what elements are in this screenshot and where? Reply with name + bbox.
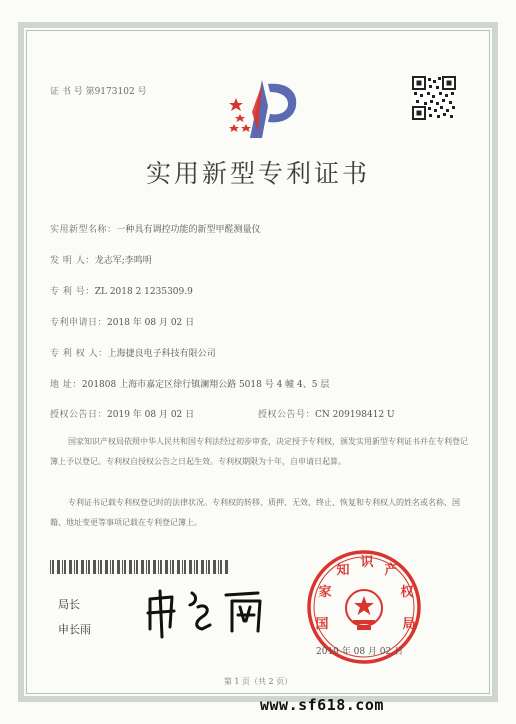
field-value: 2019 年 08 月 02 日 <box>107 410 195 420</box>
field-label: 授权公告日： <box>50 410 108 420</box>
svg-text:权: 权 <box>400 585 414 600</box>
svg-text:家: 家 <box>318 585 332 600</box>
certificate-number: 证 书 号 第9173102 号 <box>50 87 147 97</box>
utility-model-name-row <box>50 222 261 235</box>
patentee-row <box>50 346 216 359</box>
field-value: CN 209198412 U <box>315 410 395 420</box>
barcode-strip <box>50 560 230 574</box>
handwritten-signature <box>140 585 270 640</box>
field-label: 发 明 人： <box>50 256 95 266</box>
field-label: 实用新型名称： <box>50 225 117 235</box>
field-label: 专 利 号： <box>50 287 95 297</box>
svg-text:产: 产 <box>384 563 398 578</box>
field-label: 授权公告号： <box>258 410 316 420</box>
certificate-title: 实用新型专利证书 <box>145 159 370 188</box>
field-value: 201808 上海市嘉定区徐行镇澜翔公路 5018 号 4 幢 4、5 层 <box>81 380 330 390</box>
field-label: 专利申请日： <box>50 318 108 328</box>
svg-text:识: 识 <box>360 555 374 570</box>
field-value: 上海捷良电子科技有限公司 <box>107 349 216 359</box>
field-value: 一种具有调控功能的新型甲醛测量仪 <box>116 225 261 235</box>
qr-code-icon <box>412 76 456 120</box>
patent-number-row <box>50 284 193 297</box>
watermark: www.sf618.com <box>260 696 384 714</box>
address-row <box>50 377 329 390</box>
patent-office-logo-icon <box>228 72 300 144</box>
field-value: 2018 年 08 月 02 日 <box>107 318 195 328</box>
grant-date-row <box>50 407 194 420</box>
seal-date: 2019 年 08 月 02 日 <box>316 647 404 657</box>
field-label: 地 址： <box>50 380 82 390</box>
director-title: 局长 <box>58 598 80 611</box>
grant-number-row <box>258 407 395 420</box>
registration-paragraph: 专利证书记载专利权登记时的法律状况。专利权的转移、质押、无效、终止、恢复和专利权人的姓名或名称、国籍、地址变更等事项记载在专利登记簿上。 <box>50 498 460 527</box>
svg-text:局: 局 <box>402 617 416 632</box>
director-name: 申长雨 <box>58 623 91 636</box>
application-date-row <box>50 315 194 328</box>
svg-text:国: 国 <box>315 617 329 632</box>
svg-text:知: 知 <box>336 563 350 578</box>
field-value: ZL 2018 2 1235309.9 <box>94 287 193 297</box>
field-label: 专 利 权 人： <box>50 349 108 359</box>
field-value: 龙志军;李鸣明 <box>94 256 152 266</box>
page-footer: 第 1 页（共 2 页） <box>223 677 293 686</box>
inventor-row <box>50 253 152 266</box>
grant-paragraph: 国家知识产权局依照中华人民共和国专利法经过初步审查，决定授予专利权，颁发实用新型专利证书并在专利登记簿上予以登记。专利权自授权公告之日起生效。专利权期限为十年，自申请日起算。 <box>50 437 468 466</box>
